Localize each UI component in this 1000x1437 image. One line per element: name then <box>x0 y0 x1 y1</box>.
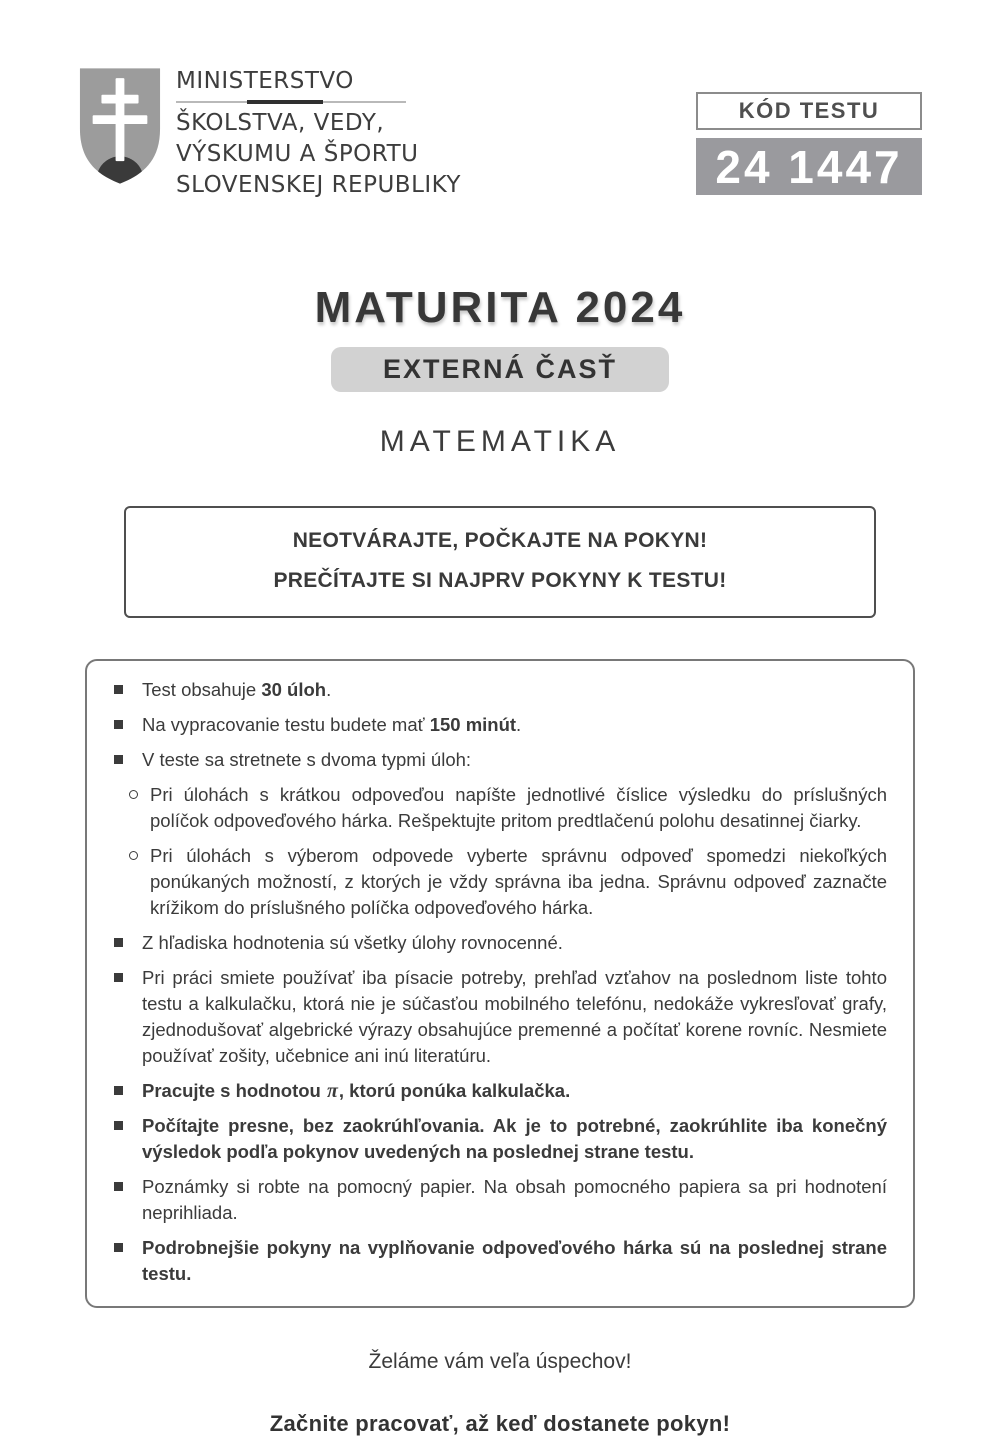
ministry-line-2: ŠKOLSTVA, VEDY, <box>176 110 385 136</box>
square-bullet-icon <box>114 973 123 982</box>
instruction-item <box>101 677 887 703</box>
ministry-name <box>176 66 461 201</box>
instruction-text: Poznámky si robte na pomocný papier. Na obsah pomocného papiera sa pri hodnotení neprihliada. <box>142 1176 887 1223</box>
square-bullet-icon <box>114 938 123 947</box>
page-title: MATURITA 2024 <box>314 283 686 332</box>
footer-start-text: Začnite pracovať, až keď dostanete pokyn! <box>269 1411 731 1436</box>
square-bullet-icon <box>114 1121 123 1130</box>
instruction-item <box>101 930 887 956</box>
slovak-coat-of-arms-icon <box>78 66 162 186</box>
external-part-badge: EXTERNÁ ČASŤ <box>331 347 669 392</box>
square-bullet-icon <box>114 1182 123 1191</box>
square-bullet-icon <box>114 720 123 729</box>
test-code-label: KÓD TESTU <box>696 92 922 130</box>
circle-bullet-icon <box>129 790 138 799</box>
footer-wish-text: Želáme vám veľa úspechov! <box>368 1350 632 1373</box>
instruction-item <box>101 1235 887 1287</box>
instruction-item <box>101 747 887 773</box>
instruction-text: V teste sa stretnete s dvoma typmi úloh: <box>142 749 472 770</box>
instruction-item <box>101 1113 887 1165</box>
instruction-subitem <box>129 843 887 921</box>
instruction-text: Test obsahuje 30 úloh. <box>142 679 332 700</box>
ministry-divider <box>176 101 406 103</box>
instruction-text: Podrobnejšie pokyny na vyplňovanie odpoveďového hárka sú na poslednej strane testu. <box>142 1237 887 1284</box>
instruction-item <box>101 965 887 1069</box>
test-code-value: 24 1447 <box>696 138 922 195</box>
square-bullet-icon <box>114 685 123 694</box>
instruction-item <box>101 712 887 738</box>
instruction-item <box>101 1078 887 1104</box>
instruction-text: Pracujte s hodnotou π, ktorú ponúka kalkulačka. <box>142 1080 571 1102</box>
instruction-text: Z hľadiska hodnotenia sú všetky úlohy rovnocenné. <box>142 932 563 953</box>
warning-line-2: PREČÍTAJTE SI NAJPRV POKYNY K TESTU! <box>273 569 727 592</box>
instruction-text: Pri úlohách s krátkou odpoveďou napíšte jednotlivé číslice výsledku do príslušných políčok odpoveďového hárka. Rešpektujte pritom predtlačenú polohu desatinnej čiarky. <box>150 784 887 831</box>
test-code-block <box>696 92 922 195</box>
instructions-box <box>85 659 915 1308</box>
warning-line-1: NEOTVÁRAJTE, POČKAJTE NA POKYN! <box>292 529 708 552</box>
instruction-text: Pri úlohách s výberom odpovede vyberte správnu odpoveď spomedzi niekoľkých ponúkaných možností, z ktorých je vždy správna iba jedna. Správnu odpoveď zaznačte krížikom do príslušného políčka odpoveďového hárka. <box>150 845 887 918</box>
page-header <box>0 0 1000 201</box>
square-bullet-icon <box>114 1086 123 1095</box>
square-bullet-icon <box>114 755 123 764</box>
subject-title: MATEMATIKA <box>379 425 621 458</box>
ministry-line-3: VÝSKUMU A ŠPORTU <box>176 141 419 167</box>
ministry-logo <box>78 66 461 201</box>
instruction-text: Na vypracovanie testu budete mať 150 minút. <box>142 714 522 735</box>
square-bullet-icon <box>114 1243 123 1252</box>
instructions-list <box>101 677 887 1287</box>
title-block <box>0 283 1000 459</box>
instruction-subitem <box>129 782 887 834</box>
circle-bullet-icon <box>129 851 138 860</box>
ministry-line-1: MINISTERSTVO <box>176 68 354 94</box>
instruction-text: Pri práci smiete používať iba písacie potreby, prehľad vzťahov na poslednom liste tohto testu a kalkulačku, ktorá nie je súčasťou mobilného telefónu, nedokáže vykresľovať grafy, zjednodušovať algebrické výrazy obsahujúce premenné a počítať korene rovníc. Nesmiete používať zošity, učebnice ani inú literatúru. <box>142 967 887 1066</box>
instruction-text: Počítajte presne, bez zaokrúhľovania. Ak je to potrebné, zaokrúhlite iba konečný výsledok podľa pokynov uvedených na poslednej strane testu. <box>142 1115 887 1162</box>
warning-box <box>124 506 876 618</box>
ministry-line-4: SLOVENSKEJ REPUBLIKY <box>176 172 461 198</box>
instruction-item <box>101 1174 887 1226</box>
